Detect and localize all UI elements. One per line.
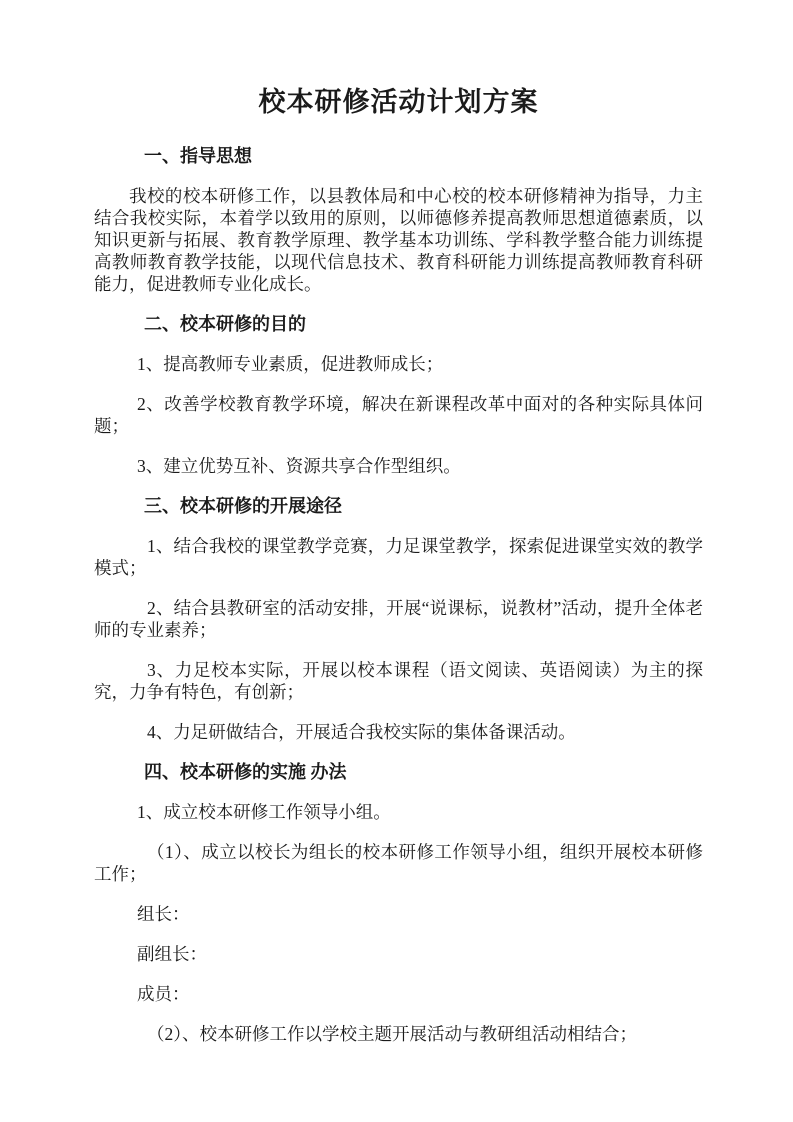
section-2-item-2: 2、改善学校教育教学环境，解决在新课程改革中面对的各种实际具体问题；: [94, 394, 703, 436]
section-4-heading: 四、校本研修的实施 办法: [144, 762, 347, 782]
section-2-item-3: 3、建立优势互补、资源共享合作型组织。: [137, 456, 461, 476]
section-1-heading: 一、指导思想: [144, 146, 252, 166]
section-1-paragraph: 我校的校本研修工作，以县教体局和中心校的校本研修精神为指导，力主结合我校实际，本着学以致用的原则，以师德修养提高教师思想道德素质，以知识更新与拓展、教育教学原理、教学基本功训练、学科教学整合能力训练提高教师教育教学技能，以现代信息技术、教育科研能力训练提高教师教育科研能力，促进教师专业化成长。: [94, 186, 703, 294]
section-2-item-1: 1、提高教师专业素质，促进教师成长；: [137, 354, 444, 374]
section-4-item-1: 1、成立校本研修工作领导小组。: [137, 802, 391, 822]
section-4-item-1-sub-2: （2）、校本研修工作以学校主题开展活动与教研组活动相结合；: [147, 1024, 637, 1044]
group-leader-line: 组长：: [137, 904, 190, 924]
document-title: 校本研修活动计划方案: [258, 87, 539, 117]
section-2-heading: 二、校本研修的目的: [144, 314, 306, 334]
deputy-group-leader-line: 副组长：: [137, 944, 207, 964]
section-3-item-1: 1、结合我校的课堂教学竞赛，力足课堂教学，探索促进课堂实效的教学模式；: [94, 536, 703, 578]
section-3-item-3: 3、力足校本实际，开展以校本课程（语文阅读、英语阅读）为主的探究，力争有特色，有创新；: [94, 660, 703, 702]
section-3-item-2: 2、结合县教研室的活动安排，开展“说课标，说教材”活动，提升全体老师的专业素养；: [94, 598, 703, 640]
section-4-item-1-sub-1: （1）、成立以校长为组长的校本研修工作领导小组，组织开展校本研修工作；: [94, 842, 703, 884]
members-line: 成员：: [137, 984, 190, 1004]
section-3-item-4: 4、力足研做结合，开展适合我校实际的集体备课活动。: [147, 722, 576, 742]
section-3-heading: 三、校本研修的开展途径: [144, 496, 342, 516]
